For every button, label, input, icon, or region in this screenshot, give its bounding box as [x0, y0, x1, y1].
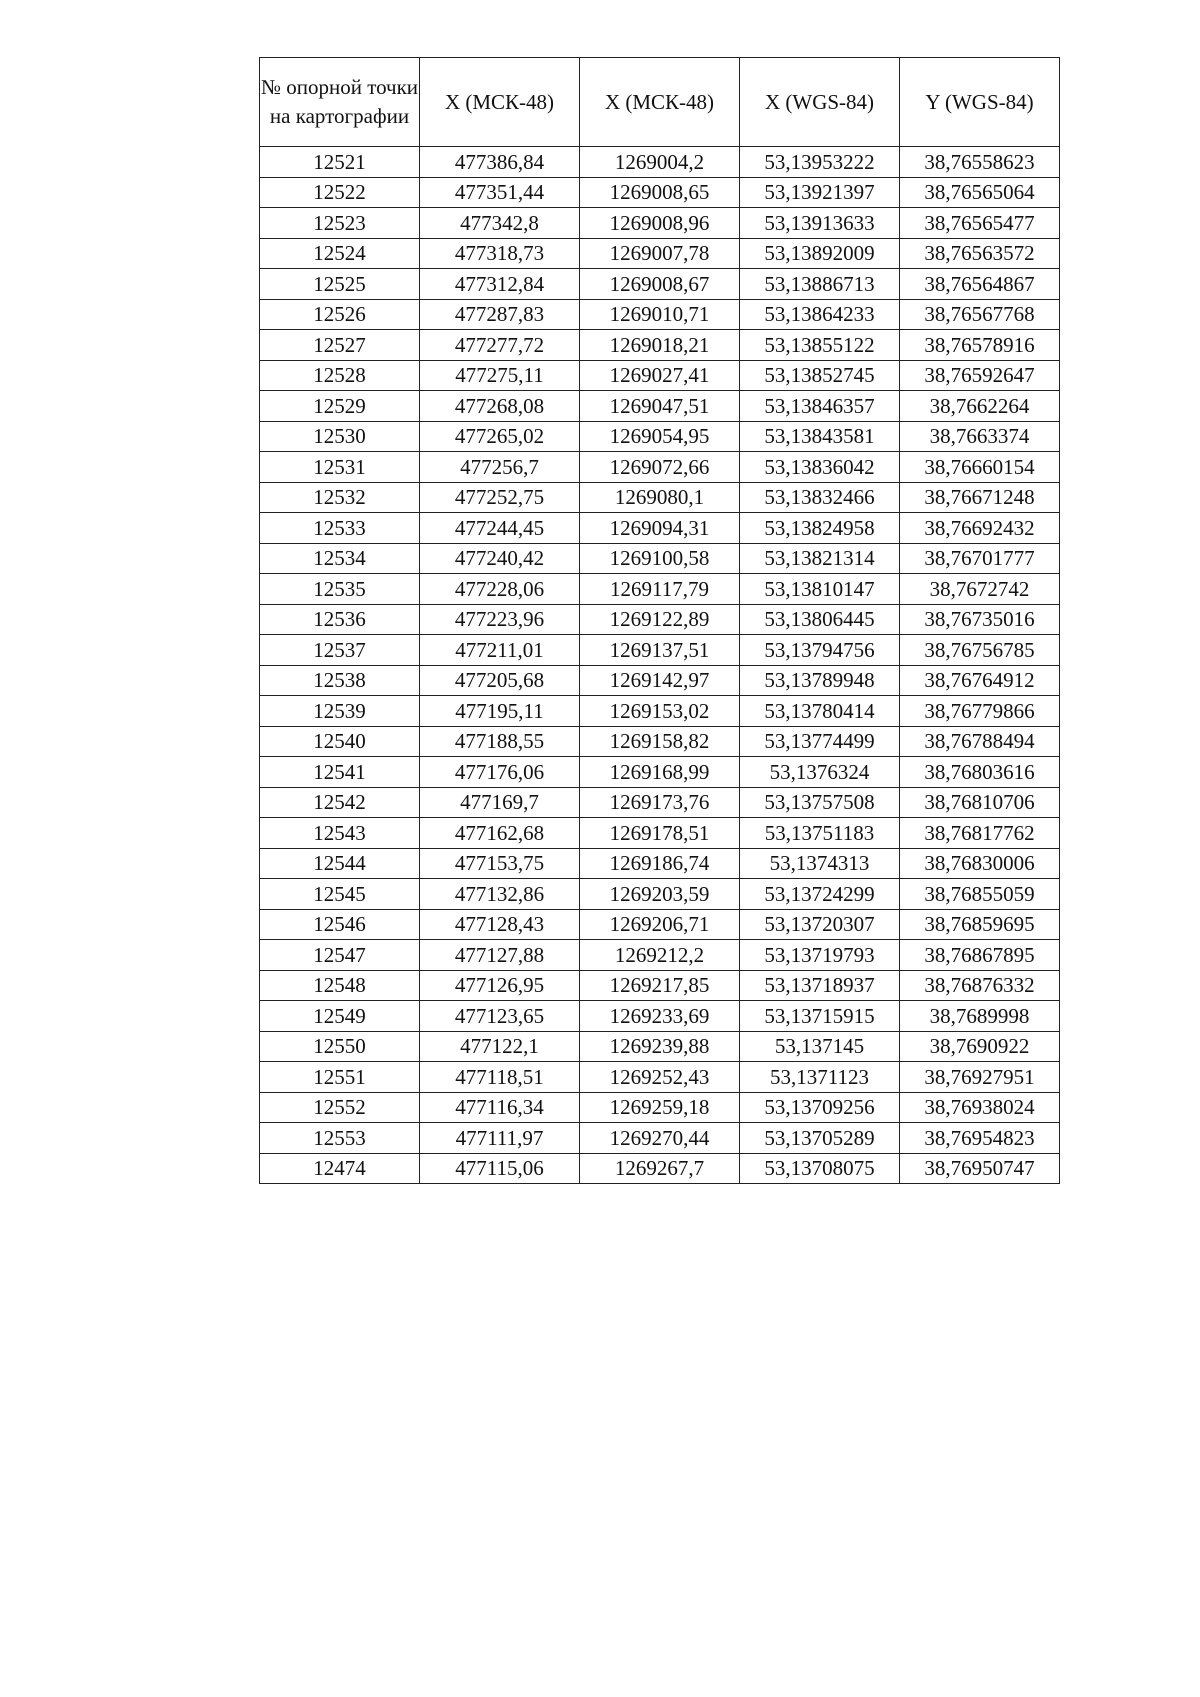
cell-x-msk48: 477176,06	[420, 757, 580, 788]
table-header	[260, 58, 1060, 147]
cell-y-wgs84: 38,76578916	[900, 330, 1060, 361]
cell-point-number: 12526	[260, 299, 420, 330]
cell-point-number: 12540	[260, 726, 420, 757]
cell-y-wgs84: 38,76564867	[900, 269, 1060, 300]
cell-y-wgs84: 38,76701777	[900, 543, 1060, 574]
table-row	[260, 635, 1060, 666]
header-x-wgs84: Х (WGS-84)	[740, 58, 900, 147]
cell-x-msk48: 477205,68	[420, 665, 580, 696]
cell-x-wgs84: 53,13780414	[740, 696, 900, 727]
cell-y-wgs84: 38,76817762	[900, 818, 1060, 849]
cell-x-msk48: 477256,7	[420, 452, 580, 483]
cell-x-msk48-second: 1269122,89	[580, 604, 740, 635]
cell-y-wgs84: 38,76830006	[900, 848, 1060, 879]
cell-point-number: 12544	[260, 848, 420, 879]
cell-x-msk48: 477122,1	[420, 1031, 580, 1062]
cell-x-msk48: 477386,84	[420, 147, 580, 178]
cell-x-wgs84: 53,13705289	[740, 1123, 900, 1154]
cell-y-wgs84: 38,76779866	[900, 696, 1060, 727]
cell-y-wgs84: 38,76567768	[900, 299, 1060, 330]
table-row	[260, 879, 1060, 910]
cell-x-msk48-second: 1269206,71	[580, 909, 740, 940]
cell-point-number: 12524	[260, 238, 420, 269]
cell-x-wgs84: 53,13832466	[740, 482, 900, 513]
cell-point-number: 12535	[260, 574, 420, 605]
table-row	[260, 360, 1060, 391]
cell-x-msk48-second: 1269217,85	[580, 970, 740, 1001]
cell-y-wgs84: 38,76558623	[900, 147, 1060, 178]
cell-y-wgs84: 38,76867895	[900, 940, 1060, 971]
cell-x-msk48: 477128,43	[420, 909, 580, 940]
cell-x-wgs84: 53,13921397	[740, 177, 900, 208]
cell-y-wgs84: 38,76876332	[900, 970, 1060, 1001]
table-row	[260, 909, 1060, 940]
cell-x-msk48: 477223,96	[420, 604, 580, 635]
cell-point-number: 12537	[260, 635, 420, 666]
cell-point-number: 12523	[260, 208, 420, 239]
cell-y-wgs84: 38,76563572	[900, 238, 1060, 269]
cell-x-msk48-second: 1269008,96	[580, 208, 740, 239]
cell-x-msk48: 477195,11	[420, 696, 580, 727]
cell-x-wgs84: 53,13718937	[740, 970, 900, 1001]
cell-x-msk48: 477318,73	[420, 238, 580, 269]
table-row	[260, 238, 1060, 269]
cell-point-number: 12543	[260, 818, 420, 849]
cell-x-msk48: 477252,75	[420, 482, 580, 513]
cell-x-wgs84: 53,13719793	[740, 940, 900, 971]
cell-x-wgs84: 53,13836042	[740, 452, 900, 483]
cell-point-number: 12536	[260, 604, 420, 635]
cell-x-wgs84: 53,13709256	[740, 1092, 900, 1123]
cell-x-msk48: 477351,44	[420, 177, 580, 208]
cell-x-wgs84: 53,13715915	[740, 1001, 900, 1032]
cell-y-wgs84: 38,76735016	[900, 604, 1060, 635]
cell-point-number: 12521	[260, 147, 420, 178]
cell-x-msk48: 477265,02	[420, 421, 580, 452]
cell-x-msk48-second: 1269117,79	[580, 574, 740, 605]
header-row	[260, 58, 1060, 147]
cell-x-wgs84: 53,1374313	[740, 848, 900, 879]
cell-x-msk48: 477111,97	[420, 1123, 580, 1154]
cell-x-msk48-second: 1269008,67	[580, 269, 740, 300]
cell-y-wgs84: 38,76764912	[900, 665, 1060, 696]
cell-y-wgs84: 38,76938024	[900, 1092, 1060, 1123]
table-body	[260, 147, 1060, 1184]
cell-x-msk48-second: 1269054,95	[580, 421, 740, 452]
header-x-msk48: Х (МСК-48)	[420, 58, 580, 147]
cell-point-number: 12551	[260, 1062, 420, 1093]
cell-x-msk48-second: 1269270,44	[580, 1123, 740, 1154]
cell-x-msk48: 477275,11	[420, 360, 580, 391]
cell-point-number: 12549	[260, 1001, 420, 1032]
table-row	[260, 177, 1060, 208]
cell-x-msk48: 477126,95	[420, 970, 580, 1001]
cell-y-wgs84: 38,76565064	[900, 177, 1060, 208]
cell-y-wgs84: 38,7672742	[900, 574, 1060, 605]
cell-point-number: 12532	[260, 482, 420, 513]
cell-x-msk48: 477277,72	[420, 330, 580, 361]
cell-y-wgs84: 38,76592647	[900, 360, 1060, 391]
cell-x-msk48-second: 1269233,69	[580, 1001, 740, 1032]
table-row	[260, 604, 1060, 635]
cell-x-wgs84: 53,13864233	[740, 299, 900, 330]
cell-point-number: 12529	[260, 391, 420, 422]
cell-x-msk48-second: 1269153,02	[580, 696, 740, 727]
table-row	[260, 269, 1060, 300]
cell-x-msk48-second: 1269027,41	[580, 360, 740, 391]
cell-point-number: 12548	[260, 970, 420, 1001]
cell-y-wgs84: 38,7690922	[900, 1031, 1060, 1062]
cell-x-wgs84: 53,13720307	[740, 909, 900, 940]
table-row	[260, 757, 1060, 788]
cell-x-msk48: 477312,84	[420, 269, 580, 300]
table-row	[260, 970, 1060, 1001]
cell-x-msk48: 477244,45	[420, 513, 580, 544]
table-row	[260, 726, 1060, 757]
cell-x-wgs84: 53,13821314	[740, 543, 900, 574]
cell-x-msk48-second: 1269008,65	[580, 177, 740, 208]
cell-y-wgs84: 38,76950747	[900, 1153, 1060, 1184]
table-row	[260, 574, 1060, 605]
cell-x-msk48-second: 1269100,58	[580, 543, 740, 574]
table-row	[260, 330, 1060, 361]
table-row	[260, 787, 1060, 818]
cell-y-wgs84: 38,76810706	[900, 787, 1060, 818]
cell-y-wgs84: 38,76756785	[900, 635, 1060, 666]
cell-x-msk48-second: 1269212,2	[580, 940, 740, 971]
cell-x-msk48: 477287,83	[420, 299, 580, 330]
cell-x-msk48-second: 1269047,51	[580, 391, 740, 422]
cell-x-msk48-second: 1269007,78	[580, 238, 740, 269]
cell-x-msk48: 477268,08	[420, 391, 580, 422]
cell-x-msk48-second: 1269158,82	[580, 726, 740, 757]
cell-x-wgs84: 53,13892009	[740, 238, 900, 269]
table-row	[260, 513, 1060, 544]
cell-x-wgs84: 53,13724299	[740, 879, 900, 910]
cell-x-msk48: 477116,34	[420, 1092, 580, 1123]
cell-point-number: 12533	[260, 513, 420, 544]
cell-x-wgs84: 53,13913633	[740, 208, 900, 239]
table-row	[260, 940, 1060, 971]
cell-x-msk48-second: 1269137,51	[580, 635, 740, 666]
cell-point-number: 12552	[260, 1092, 420, 1123]
coordinates-table	[259, 57, 1060, 1184]
cell-x-wgs84: 53,13953222	[740, 147, 900, 178]
cell-point-number: 12553	[260, 1123, 420, 1154]
cell-x-msk48-second: 1269239,88	[580, 1031, 740, 1062]
table-row	[260, 1092, 1060, 1123]
cell-y-wgs84: 38,7662264	[900, 391, 1060, 422]
cell-x-msk48: 477342,8	[420, 208, 580, 239]
cell-y-wgs84: 38,76954823	[900, 1123, 1060, 1154]
table-row	[260, 1123, 1060, 1154]
cell-point-number: 12525	[260, 269, 420, 300]
table-row	[260, 543, 1060, 574]
cell-x-msk48-second: 1269010,71	[580, 299, 740, 330]
cell-x-wgs84: 53,13774499	[740, 726, 900, 757]
table-row	[260, 147, 1060, 178]
cell-point-number: 12546	[260, 909, 420, 940]
cell-point-number: 12538	[260, 665, 420, 696]
cell-x-msk48: 477115,06	[420, 1153, 580, 1184]
cell-x-msk48-second: 1269004,2	[580, 147, 740, 178]
cell-x-msk48-second: 1269173,76	[580, 787, 740, 818]
table-row	[260, 1062, 1060, 1093]
table-row	[260, 391, 1060, 422]
cell-x-msk48: 477228,06	[420, 574, 580, 605]
cell-x-wgs84: 53,13855122	[740, 330, 900, 361]
cell-x-wgs84: 53,13789948	[740, 665, 900, 696]
table-row	[260, 848, 1060, 879]
cell-x-wgs84: 53,13846357	[740, 391, 900, 422]
cell-x-wgs84: 53,13810147	[740, 574, 900, 605]
cell-x-msk48-second: 1269259,18	[580, 1092, 740, 1123]
cell-x-msk48: 477162,68	[420, 818, 580, 849]
cell-x-msk48: 477240,42	[420, 543, 580, 574]
table-row	[260, 421, 1060, 452]
cell-point-number: 12527	[260, 330, 420, 361]
cell-y-wgs84: 38,7663374	[900, 421, 1060, 452]
cell-point-number: 12550	[260, 1031, 420, 1062]
cell-point-number: 12547	[260, 940, 420, 971]
cell-y-wgs84: 38,76660154	[900, 452, 1060, 483]
cell-x-msk48-second: 1269168,99	[580, 757, 740, 788]
table-row	[260, 208, 1060, 239]
table-row	[260, 665, 1060, 696]
cell-x-msk48: 477188,55	[420, 726, 580, 757]
cell-x-msk48-second: 1269178,51	[580, 818, 740, 849]
cell-y-wgs84: 38,76565477	[900, 208, 1060, 239]
cell-x-msk48-second: 1269186,74	[580, 848, 740, 879]
cell-point-number: 12474	[260, 1153, 420, 1184]
cell-point-number: 12545	[260, 879, 420, 910]
cell-x-wgs84: 53,13843581	[740, 421, 900, 452]
cell-x-msk48-second: 1269252,43	[580, 1062, 740, 1093]
cell-y-wgs84: 38,76692432	[900, 513, 1060, 544]
cell-x-wgs84: 53,13794756	[740, 635, 900, 666]
cell-point-number: 12539	[260, 696, 420, 727]
cell-x-msk48: 477118,51	[420, 1062, 580, 1093]
header-y-wgs84: Y (WGS-84)	[900, 58, 1060, 147]
cell-x-wgs84: 53,13806445	[740, 604, 900, 635]
cell-x-wgs84: 53,1371123	[740, 1062, 900, 1093]
cell-x-wgs84: 53,13886713	[740, 269, 900, 300]
cell-x-msk48: 477169,7	[420, 787, 580, 818]
cell-x-msk48-second: 1269267,7	[580, 1153, 740, 1184]
cell-x-msk48-second: 1269094,31	[580, 513, 740, 544]
cell-x-wgs84: 53,1376324	[740, 757, 900, 788]
header-x-msk48-second: Х (МСК-48)	[580, 58, 740, 147]
header-point-number: № опорной точки на картографии	[260, 58, 420, 147]
cell-y-wgs84: 38,76788494	[900, 726, 1060, 757]
cell-y-wgs84: 38,76671248	[900, 482, 1060, 513]
cell-x-msk48-second: 1269080,1	[580, 482, 740, 513]
cell-x-msk48-second: 1269018,21	[580, 330, 740, 361]
cell-x-msk48-second: 1269072,66	[580, 452, 740, 483]
cell-y-wgs84: 38,76927951	[900, 1062, 1060, 1093]
cell-point-number: 12541	[260, 757, 420, 788]
cell-x-wgs84: 53,13751183	[740, 818, 900, 849]
table-row	[260, 482, 1060, 513]
table-row	[260, 1031, 1060, 1062]
cell-y-wgs84: 38,76803616	[900, 757, 1060, 788]
cell-point-number: 12528	[260, 360, 420, 391]
cell-x-msk48: 477132,86	[420, 879, 580, 910]
table-row	[260, 299, 1060, 330]
cell-x-wgs84: 53,13824958	[740, 513, 900, 544]
cell-x-wgs84: 53,13852745	[740, 360, 900, 391]
cell-x-wgs84: 53,137145	[740, 1031, 900, 1062]
cell-x-msk48: 477123,65	[420, 1001, 580, 1032]
table-row	[260, 1153, 1060, 1184]
cell-y-wgs84: 38,76855059	[900, 879, 1060, 910]
cell-point-number: 12531	[260, 452, 420, 483]
cell-x-msk48-second: 1269142,97	[580, 665, 740, 696]
table-row	[260, 1001, 1060, 1032]
cell-point-number: 12542	[260, 787, 420, 818]
cell-x-wgs84: 53,13757508	[740, 787, 900, 818]
cell-x-msk48: 477153,75	[420, 848, 580, 879]
cell-x-msk48: 477211,01	[420, 635, 580, 666]
cell-x-msk48-second: 1269203,59	[580, 879, 740, 910]
table-row	[260, 696, 1060, 727]
cell-x-msk48: 477127,88	[420, 940, 580, 971]
cell-point-number: 12534	[260, 543, 420, 574]
cell-y-wgs84: 38,76859695	[900, 909, 1060, 940]
cell-x-wgs84: 53,13708075	[740, 1153, 900, 1184]
cell-y-wgs84: 38,7689998	[900, 1001, 1060, 1032]
table-row	[260, 818, 1060, 849]
table-row	[260, 452, 1060, 483]
cell-point-number: 12522	[260, 177, 420, 208]
cell-point-number: 12530	[260, 421, 420, 452]
